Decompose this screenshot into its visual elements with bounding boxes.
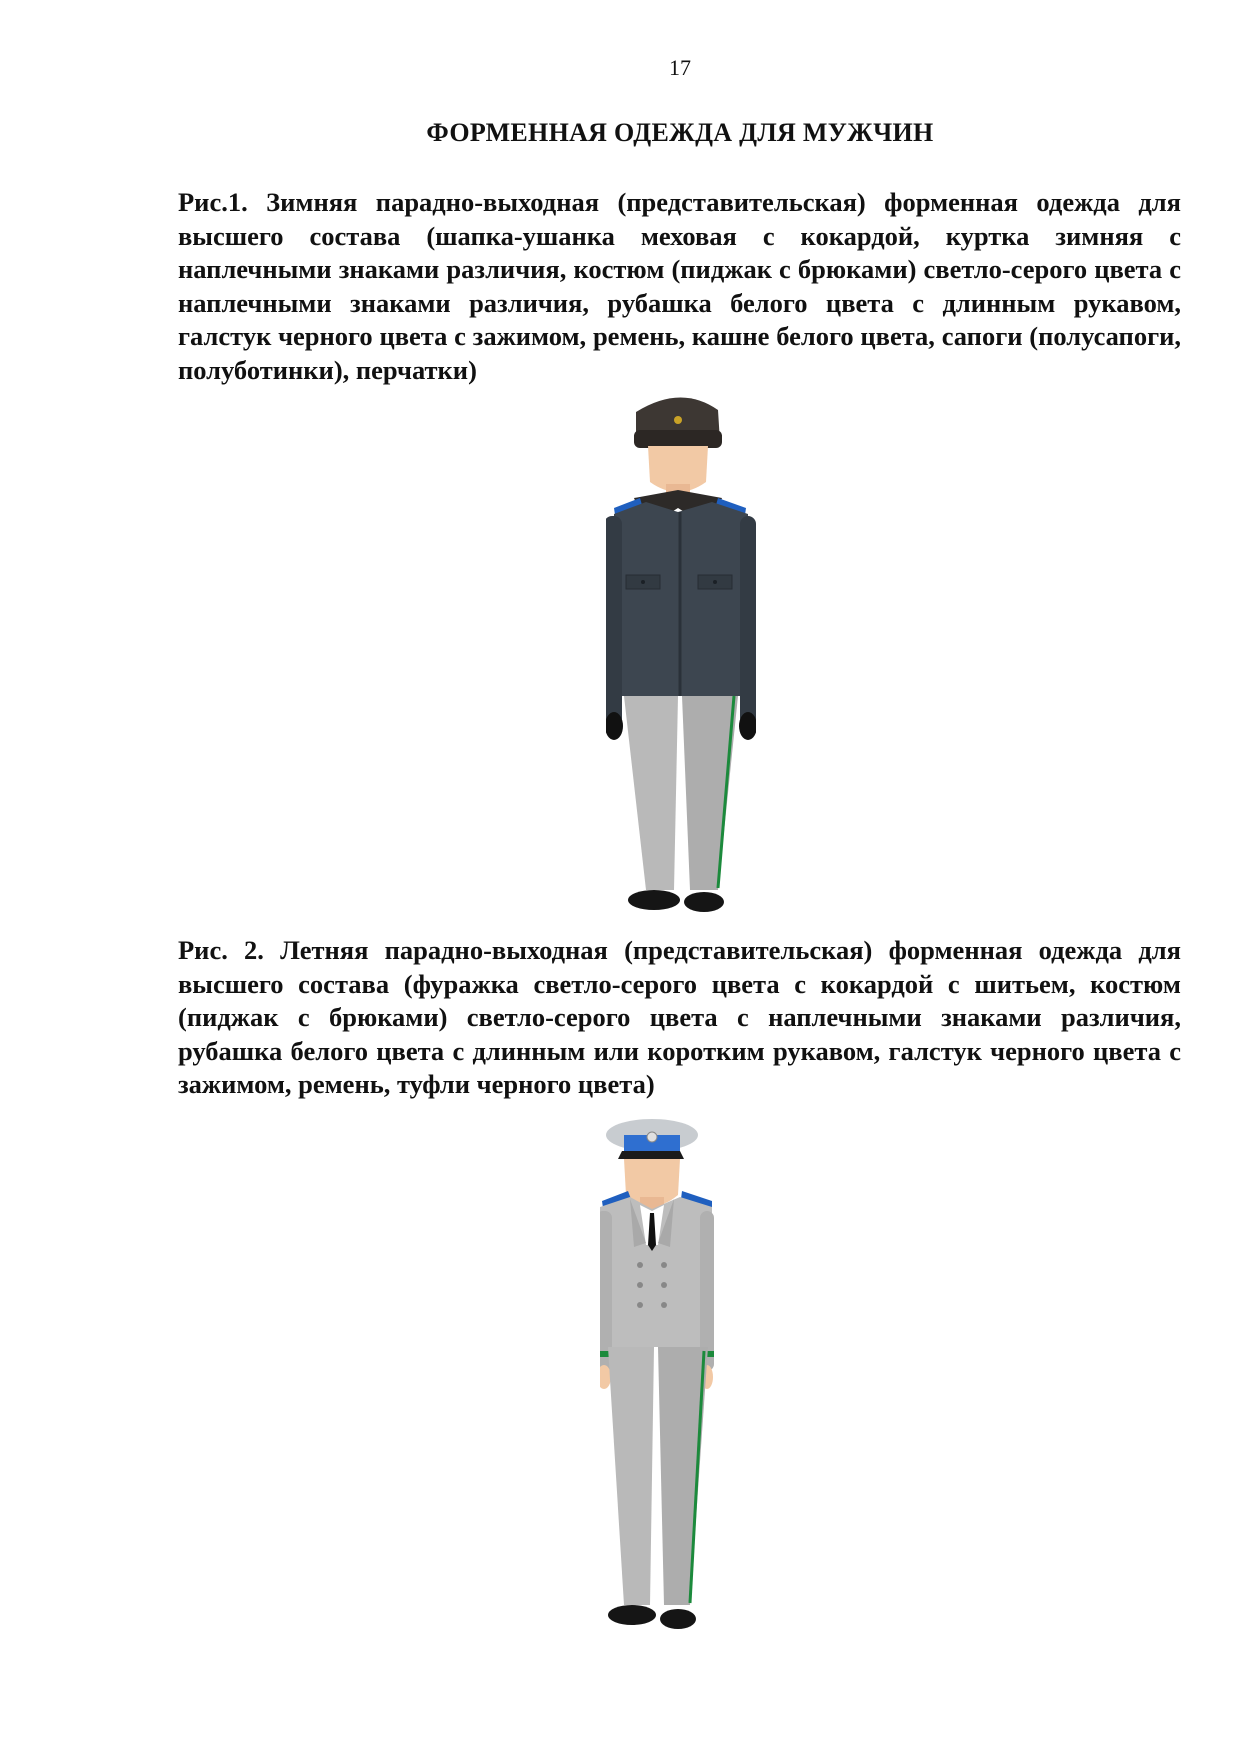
figure-1-caption: Рис.1. Зимняя парадно-выходная (представительская) форменная одежда для высшего состава (шапка-ушанка меховая с кокардой, куртка зимняя с наплечными знаками различия, костюм (пиджак с брюками) светло-серого цвета с наплечными знаками различия, рубашка белого цвета с длинным рукавом, галстук черного цвета с зажимом, ремень, кашне белого цвета, сапоги (полусапоги, полуботинки), перчатки) [178, 187, 1181, 385]
figure-2-summer-uniform-illustration [600, 1115, 750, 1635]
page-number: 17 [669, 55, 691, 80]
section-title: ФОРМЕННАЯ ОДЕЖДА ДЛЯ МУЖЧИН [426, 118, 934, 147]
figure-2-caption: Рис. 2. Летняя парадно-выходная (представительская) форменная одежда для высшего состава (фуражка светло-серого цвета с кокардой с шитьем, костюм (пиджак с брюками) светло-серого цвета с наплечными знаками различия, рубашка белого цвета с длинным или коротким рукавом, галстук черного цвета с зажимом, ремень, туфли черного цвета) [178, 935, 1181, 1099]
figure-1-winter-uniform-illustration [606, 390, 756, 915]
